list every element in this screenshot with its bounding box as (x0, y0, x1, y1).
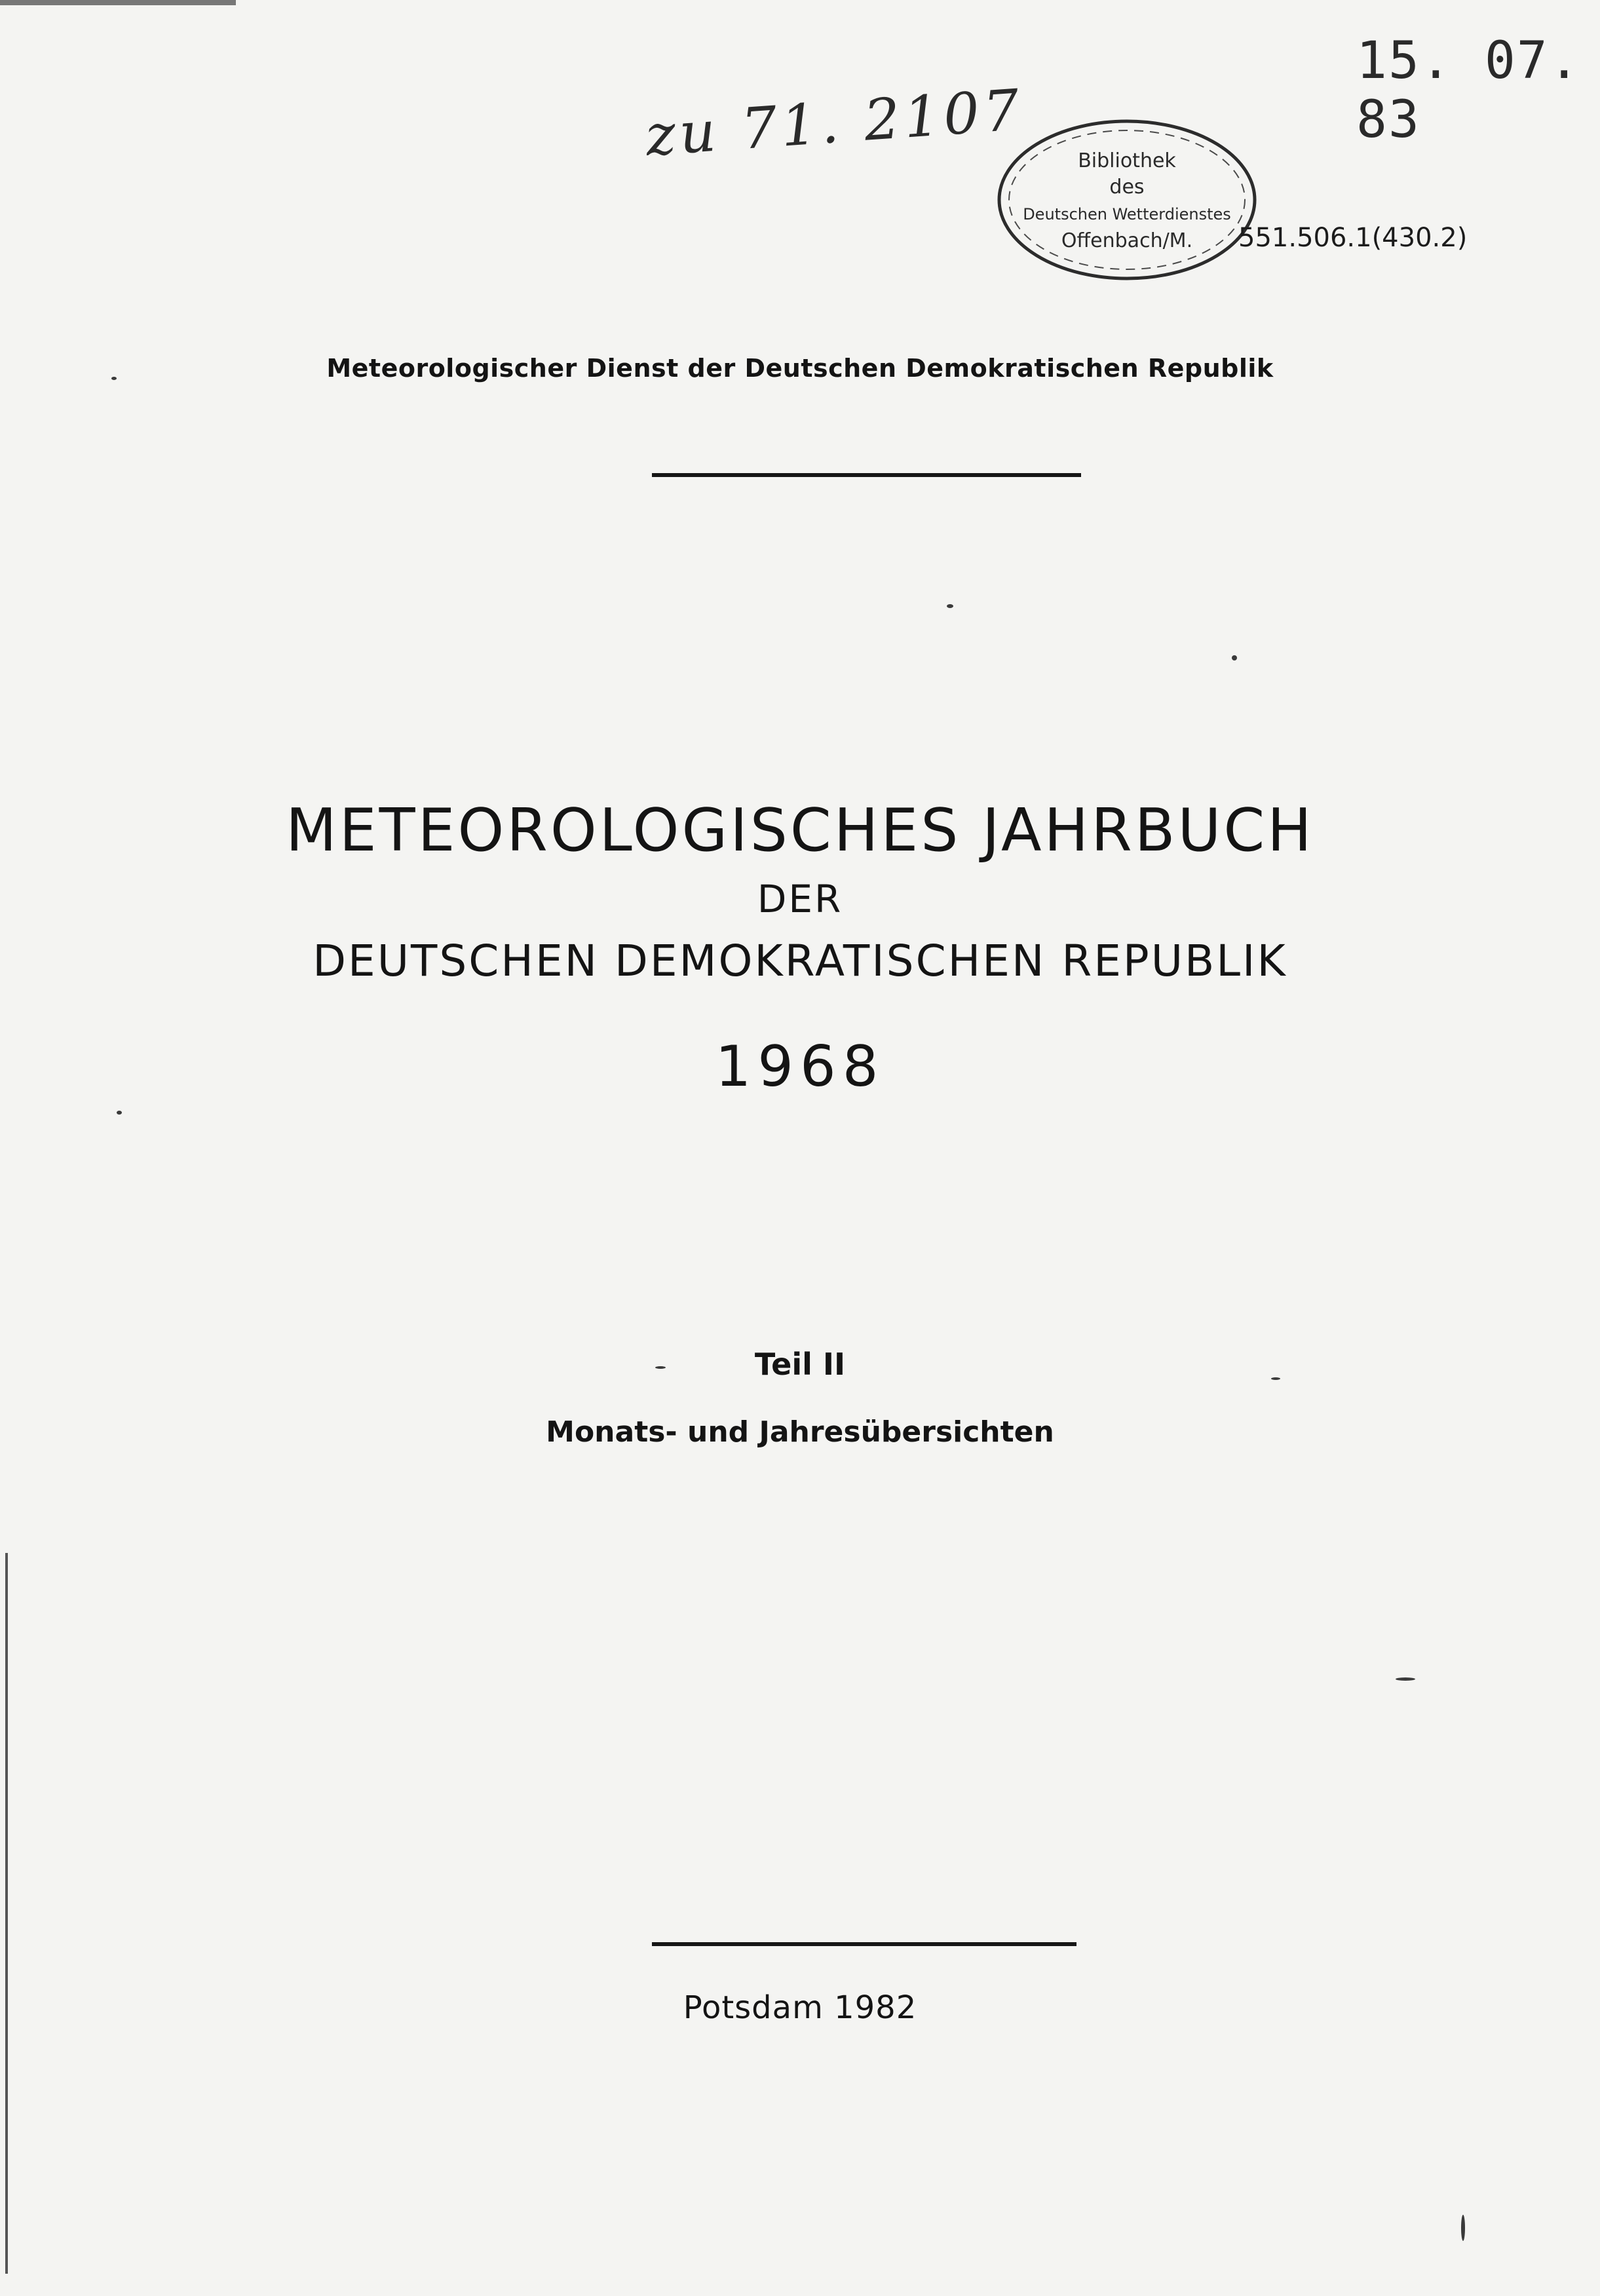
library-stamp (986, 108, 1274, 298)
handwritten-shelf-mark: zu 71. 2107 (643, 77, 1025, 170)
classification-number: 551.506.1(430.2) (1238, 223, 1468, 253)
scan-speck (1396, 1677, 1415, 1681)
scan-speck (117, 1111, 122, 1115)
imprint: Potsdam 1982 (683, 1989, 917, 2026)
top-divider (652, 473, 1081, 477)
scan-speck (1461, 2215, 1465, 2241)
stamp-line-1: Bibliothek (1078, 149, 1176, 172)
title-der: DER (757, 877, 843, 921)
part-label: Teil II (754, 1347, 846, 1382)
scan-edge-line (5, 1553, 8, 2274)
scan-speck (111, 377, 117, 380)
institution-name: Meteorologischer Dienst der Deutschen Demokratischen Republik (326, 354, 1274, 383)
scan-speck (1232, 655, 1237, 660)
title-country: DEUTSCHEN DEMOKRATISCHEN REPUBLIK (313, 936, 1287, 986)
part-subtitle: Monats- und Jahresübersichten (546, 1415, 1054, 1449)
main-title: METEOROLOGISCHES JAHRBUCH (286, 796, 1314, 865)
stamp-line-3: Deutschen Wetterdienstes (1023, 205, 1231, 223)
stamp-line-2: des (1109, 176, 1145, 199)
title-year: 1968 (715, 1034, 885, 1100)
scan-speck (1271, 1377, 1280, 1380)
bottom-divider (652, 1942, 1076, 1946)
handwritten-date: 15. 07. 83 (1356, 31, 1581, 149)
scan-speck (947, 604, 953, 608)
scan-smudge (0, 0, 236, 5)
stamp-line-4: Offenbach/M. (1061, 229, 1193, 252)
scan-speck (655, 1366, 666, 1369)
